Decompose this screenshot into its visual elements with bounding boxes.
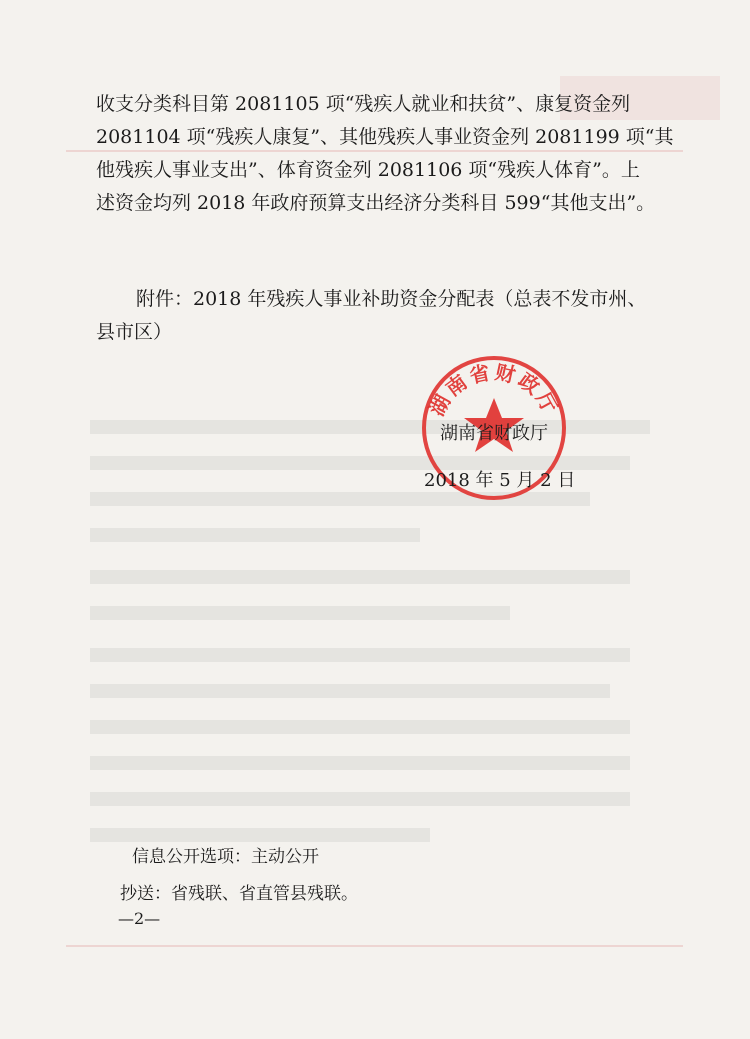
seal-text: 湖南省财政厅 [424,359,564,420]
body-line-2: 2081104 项“残疾人康复”、其他残疾人事业资金列 2081199 项“其 [96,126,674,148]
attachment-line-1: 附件：2018 年残疾人事业补助资金分配表（总表不发市州、 [136,288,647,310]
issue-date: 2018 年 5 月 2 日 [424,470,576,491]
cc-recipients: 抄送：省残联、省直管县残联。 [120,884,358,904]
body-line-1: 收支分类科目第 2081105 项“残疾人就业和扶贫”、康复资金列 [96,93,631,115]
body-line-3: 他残疾人事业支出”、体育资金列 2081106 项“残疾人体育”。上 [96,159,640,181]
body-line-4: 述资金均列 2018 年政府预算支出经济分类科目 599“其他支出”。 [96,192,656,214]
body-paragraph [96,88,674,220]
bleed-through-rule-bottom [66,945,683,947]
page-number: —2— [118,909,161,928]
issuer-name: 湖南省财政厅 [440,423,548,444]
bleed-through-text [90,420,690,860]
info-disclosure-option: 信息公开选项：主动公开 [132,847,319,867]
attachment-line-2: 县市区） [96,321,173,343]
attachment-note [96,283,656,349]
